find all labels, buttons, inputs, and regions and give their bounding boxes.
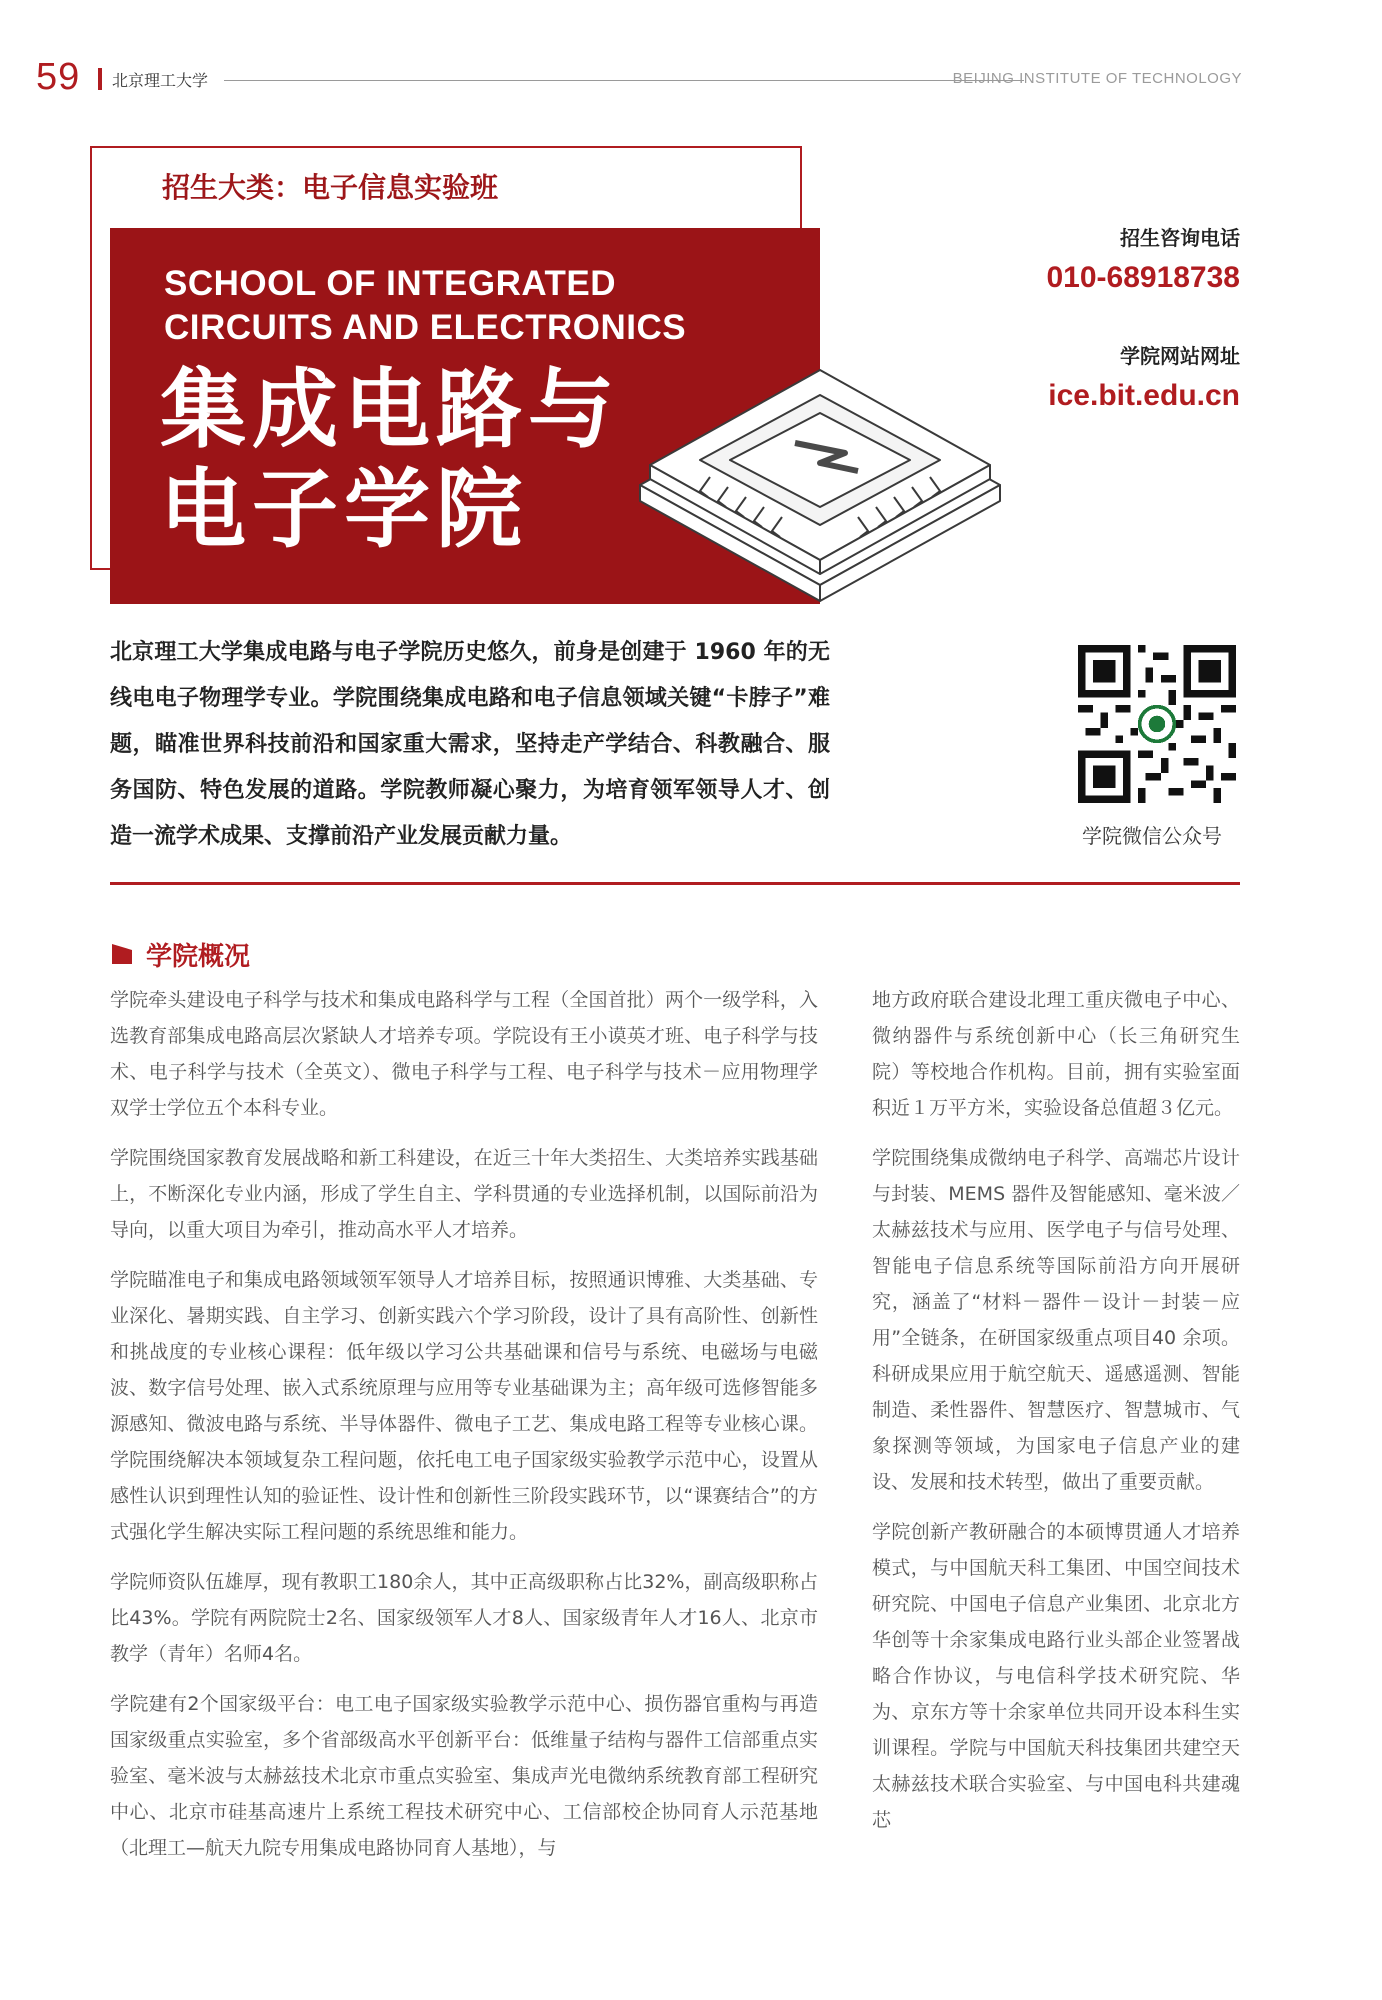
paragraph: 学院创新产教研融合的本硕博贯通人才培养模式，与中国航天科工集团、中国空间技术研究院、中国电子信息产业集团、北京北方华创等十余家集成电路行业头部企业签署战略合作协议，与电信科学技术研究院、华为、京东方等十余家单位共同开设本科生实训课程。学院与中国航天科技集团共建空天太赫兹技术联合实验室、与中国电科共建魂芯 [872,1521,1240,1831]
school-name-cn [160,360,620,560]
website-label: 学院网站网址 [1120,344,1240,368]
paragraph: 学院建有2个国家级平台：电工电子国家级实验教学示范中心、损伤器官重构与再造国家级重点实验室，多个省部级高水平创新平台：低维量子结构与器件工信部重点实验室、毫米波与太赫兹技术北京市重点实验室、集成声光电微纳系统教育部工程研究中心、北京市硅基高速片上系统工程技术研究中心、工信部校企协同育人示范基地（北理工—航天九院专用集成电路协同育人基地），与 [110,1693,818,1859]
phone-contact [1046,222,1240,295]
section-title: 学院概况 [146,942,251,972]
page-number: 59 [36,56,81,98]
qr-code[interactable] [1078,645,1236,803]
header-divider-bar [98,68,102,90]
paragraph: 学院瞄准电子和集成电路领域领军领导人才培养目标，按照通识博雅、大类基础、专业深化、暑期实践、自主学习、创新实践六个学习阶段，设计了具有高阶性、创新性和挑战度的专业核心课程：低年级以学习公共基础课和信号与系统、电磁场与电磁波、数字信号处理、嵌入式系统原理与应用等专业基础课为主；高年级可选修智能多源感知、微波电路与系统、半导体器件、微电子工艺、集成电路工程等专业核心课。学院围绕解决本领域复杂工程问题，依托电工电子国家级实验教学示范中心，设置从感性认识到理性认知的验证性、设计性和创新性三阶段实践环节，以“课赛结合”的方式强化学生解决实际工程问题的系统思维和能力。 [110,1269,818,1543]
section-divider [110,882,1240,885]
university-name-en: BEIJING INSTITUTE OF TECHNOLOGY [952,70,1242,87]
paragraph: 学院师资队伍雄厚，现有教职工180余人，其中正高级职称占比32%，副高级职称占比43%。学院有两院院士2名、国家级领军人才8人、国家级青年人才16人、北京市教学（青年）名师4名。 [110,1571,818,1665]
paragraph: 学院围绕集成微纳电子科学、高端芯片设计与封装、MEMS 器件及智能感知、毫米波／太赫兹技术与应用、医学电子与信号处理、智能电子信息系统等国际前沿方向开展研究，涵盖了“材料－器件－设计－封装－应用”全链条，在研国家级重点项目40 余项。科研成果应用于航空航天、遥感遥测、智能制造、柔性器件、智慧医疗、智慧城市、气象探测等领域，为国家电子信息产业的建设、发展和技术转型，做出了重要贡献。 [872,1147,1240,1493]
paragraph: 地方政府联合建设北理工重庆微电子中心、微纳器件与系统创新中心（长三角研究生院）等校地合作机构。目前，拥有实验室面积近１万平方米，实验设备总值超３亿元。 [872,989,1240,1119]
school-name-cn-line1: 集成电路与 [160,360,620,460]
phone-label: 招生咨询电话 [1120,226,1240,250]
left-column [110,982,818,1880]
section-marker-icon [112,944,132,964]
website-contact [1048,340,1240,413]
school-name-en [164,262,686,350]
intro-paragraph: 北京理工大学集成电路与电子学院历史悠久，前身是创建于 1960 年的无线电电子物理学专业。学院围绕集成电路和电子信息领域关键“卡脖子”难题，瞄准世界科技前沿和国家重大需求，坚持走产学结合、科教融合、服务国防、特色发展的道路。学院教师凝心聚力，为培育领军领导人才、创造一流学术成果、支撑前沿产业发展贡献力量。 [110,640,830,849]
school-name-cn-line2: 电子学院 [160,460,528,560]
university-name: 北京理工大学 [112,71,209,90]
website-link[interactable]: ice.bit.edu.cn [1048,379,1240,412]
chip-illustration [630,355,1010,615]
school-name-en-line2: CIRCUITS AND ELECTRONICS [164,308,687,347]
paragraph: 学院牵头建设电子科学与技术和集成电路科学与工程（全国首批）两个一级学科，入选教育部集成电路高层次紧缺人才培养专项。学院设有王小谟英才班、电子科学与技术、电子科学与技术（全英文）、微电子科学与工程、电子科学与技术－应用物理学双学士学位五个本科专业。 [110,989,818,1119]
admission-category: 招生大类：电子信息实验班 [162,171,499,204]
right-column [872,982,1240,1852]
school-name-en-line1: SCHOOL OF INTEGRATED [164,264,617,303]
header-rule [224,80,1024,81]
qr-caption: 学院微信公众号 [1082,824,1222,848]
paragraph: 学院围绕国家教育发展战略和新工科建设，在近三十年大类招生、大类培养实践基础上，不断深化专业内涵，形成了学生自主、学科贯通的专业选择机制，以国际前沿为导向，以重大项目为牵引，推动高水平人才培养。 [110,1147,818,1241]
phone-number[interactable]: 010-68918738 [1046,261,1240,294]
